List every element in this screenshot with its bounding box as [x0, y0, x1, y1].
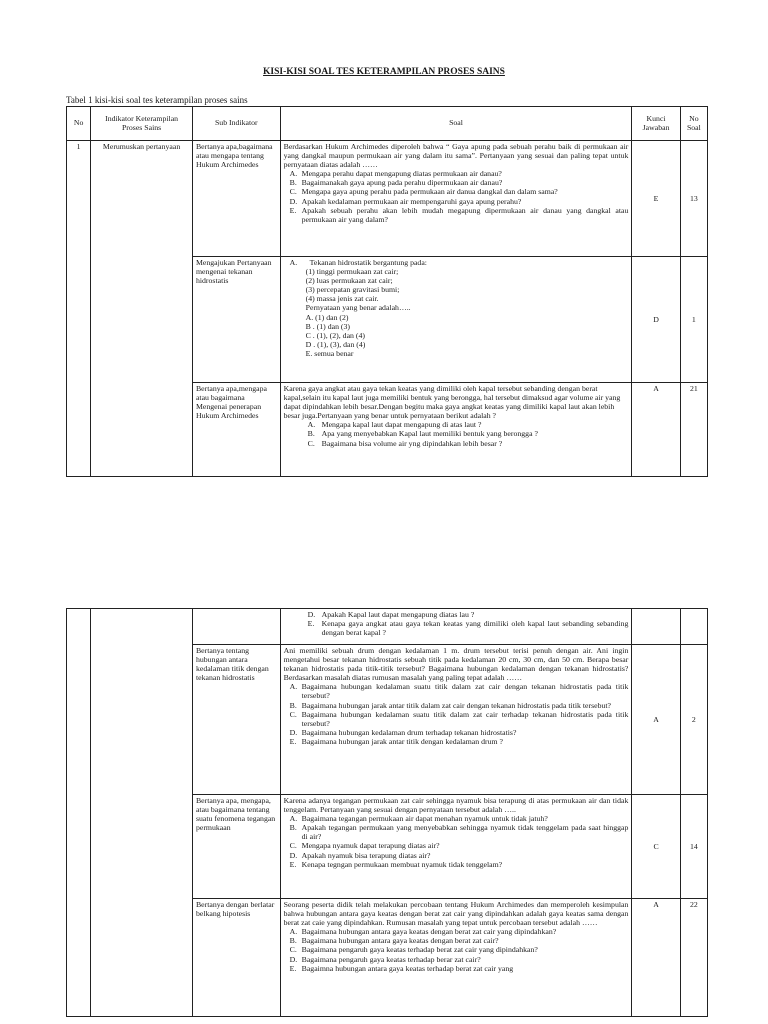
sub-indicator-cell: Bertanya apa,bagaimana atau mengapa tentang Hukum Archimedes [192, 141, 280, 257]
answer-option: E. semua benar [305, 348, 354, 358]
answer-option: A. Bagaimana hubungan kedalaman suatu titik dalam zat cair dengan tekanan hidrostatis pada titik tersebut? [289, 682, 629, 701]
answer-option: B. Bagaimanakah gaya apung pada perahu dipermukaan air danau? [289, 178, 503, 188]
question-cell [280, 795, 632, 899]
table-caption: Tabel 1 kisi-kisi soal tes keterampilan proses sains [66, 95, 248, 105]
answer-option: B. Apa yang menyebabkan Kapal laut memiliki bentuk yang berongga ? [307, 429, 538, 439]
question-number-cell: 21 [680, 383, 707, 477]
answer-key-cell-empty [632, 609, 680, 645]
answer-option: B. Bagaimana hubungan jarak antar titik dalam zat cair dengan tekanan hidrostatis pada titik tersebut? [289, 700, 612, 710]
question-ask: Pernyataan yang benar adalah….. [305, 303, 411, 313]
question-stem: Karena gaya angkat atau gaya tekan keatas yang dimiliki oleh kapal tersebut sebanding dengan berat kapal,selain itu kapal laut juga memiliki bentuk yang berongga, hal tersebut dimaksud agar volume air yang dapat dipindahkan lebih besar.Dengan begitu maka gaya angkat keatas yang dimiliki kapal laut akan lebih besar juga.Pertanyaan yang benar untuk pernyataan berikut adalah ? [283, 384, 621, 421]
answer-option: C. Bagaimana pengaruh gaya keatas terhadap berat zat cair yang dipindahkan? [289, 945, 538, 955]
answer-option: D. Apakah kedalaman permukaan air mempengaruhi gaya apung perahu? [289, 196, 522, 206]
answer-key-cell: A [632, 899, 680, 1017]
statement-item: (3) percepatan gravitasi bumi; [305, 285, 400, 295]
answer-options [284, 420, 629, 447]
answer-options [284, 927, 629, 972]
answer-options [284, 814, 629, 869]
question-cell [280, 609, 632, 645]
answer-option: D. Bagaimana pengaruh gaya keatas terhadap berar zat cair? [289, 954, 481, 964]
sub-indicator-cell-empty [192, 609, 280, 645]
answer-option: B. Bagaimana hubungan antara gaya keatas dengan berat zat cair? [289, 936, 499, 946]
answer-option: C . (1), (2), dan (4) [305, 330, 365, 340]
question-number-cell: 22 [680, 899, 707, 1017]
question-stem: Seorang peserta didik telah melakukan percobaan tentang Hukum Archimedes dan memperoleh kesimpulan bahwa hubungan antara gaya keatas dengan berat zat cair yang dipindahkan adalah gaya keatas sama dengan berat zat caie yang dipindahkan. Rumusan masalah yang tepat untuk percobaan tersebut adalah …… [283, 900, 629, 928]
sub-indicator-cell: Bertanya tentang hubungan antara kedalaman titik dengan tekanan hidrostatis [192, 645, 280, 795]
answer-option: D. Apakah nyamuk bisa terapung diatas air? [289, 850, 431, 860]
question-number-cell: 1 [680, 257, 707, 383]
answer-option: B. Apakah tegangan permukaan yang menyebabkan sehingga nyamuk tidak tenggelam pada saat hinggap di air? [289, 823, 629, 842]
kisi-kisi-table-page-1 [66, 106, 708, 477]
answer-option: A. Bagaimana tegangan permukaan air dapat menahan nyamuk untuk tidak jatuh? [289, 814, 548, 824]
question-number-cell: 13 [680, 141, 707, 257]
question-number-cell: 2 [680, 645, 707, 795]
question-number-cell-empty [680, 609, 707, 645]
answer-key-cell: C [632, 795, 680, 899]
header-no: No [67, 107, 91, 141]
answer-option: A. Bagaimana hubungan antara gaya keatas dengan berat zat cair yang dipindahkan? [289, 927, 557, 937]
answer-option: C. Bagaimana hubungan kedalaman suatu titik dalam zat cair terhadap tekanan hidrostatis pada titik tersebut? [289, 709, 629, 728]
question-cell [280, 899, 632, 1017]
question-stem-list [284, 258, 629, 267]
table-row [67, 141, 708, 257]
indicator-cell: Merumuskan pertanyaan [91, 141, 193, 477]
question-stem: Berdasarkan Hukum Archimedes diperoleh bahwa “ Gaya apung pada sebuah perahu baik di permukaan air yang dangkal maupun permukaan air yang dalam itu sama”. Pertanyaan yang sesuai dan paling tepat untuk pernyataan diatas adalah …… [283, 142, 629, 170]
answer-option: B . (1) dan (3) [305, 321, 351, 331]
answer-option: A. Mengapa perahu dapat mengapung diatas permukaan air danau? [289, 169, 502, 179]
question-cell [280, 645, 632, 795]
answer-option: E. Bagaimna hubungan antara gaya keatas terhadap berat zat cair yang [289, 963, 514, 973]
answer-option: D . (1), (3), dan (4) [305, 339, 366, 349]
answer-key-cell: A [632, 383, 680, 477]
answer-option: D. Apakah Kapal laut dapat mengapung diatas lau ? [307, 610, 475, 619]
question-cell [280, 141, 632, 257]
answer-options [284, 169, 629, 224]
answer-options [284, 682, 629, 746]
question-stem: A. Tekanan hidrostatik bergantung pada: [289, 258, 427, 267]
statement-item: (2) luas permukaan zat cair; [305, 276, 393, 286]
header-key: Kunci Jawaban [632, 107, 680, 141]
header-sub-indicator: Sub Indikator [192, 107, 280, 141]
row-number-empty [67, 609, 91, 1017]
answer-option: D. Bagaimana hubungan kedalaman drum terhadap tekanan hidrostatis? [289, 727, 517, 737]
statement-list [284, 267, 629, 358]
indicator-cell-empty [91, 609, 193, 1017]
answer-option: C. Mengapa gaya apung perahu pada permukaan air danua dangkal dan dalam sama? [289, 187, 558, 197]
answer-options [284, 610, 629, 637]
answer-option: E. Bagaimana hubungan jarak antar titik dengan kedalaman drum ? [289, 736, 503, 746]
question-number-cell: 14 [680, 795, 707, 899]
statement-item: (1) tinggi permukaan zat cair; [305, 267, 399, 277]
answer-option: E. Kenapa tegngan permukaan membuat nyamuk tidak tenggelam? [289, 859, 503, 869]
answer-option: A. (1) dan (2) [305, 312, 349, 322]
answer-option: E. Apakah sebuah perahu akan lebih mudah megapung dipermukaan air danau yang dangkal atau permukaan air yang dalam? [289, 205, 629, 224]
sub-indicator-cell: Bertanya dengan berlatar belkang hipotesis [192, 899, 280, 1017]
question-stem: Karena adanya tegangan permukaan zat cair sehingga nyamuk bisa terapung di atas permukaan air dan tidak tenggelam. Pertanyaan yang sesuai dengan pernyataan tersebut adalah ….. [283, 796, 629, 815]
answer-option: A. Mengapa kapal laut dapat mengapung di atas laut ? [307, 420, 482, 430]
sub-indicator-cell: Bertanya apa,mengapa atau bagaimana Mengenai penerapan Hukum Archimedes [192, 383, 280, 477]
sub-indicator-cell: Bertanya apa, mengapa, atau bagaimana tentang suatu fenomena tegangan permukaan [192, 795, 280, 899]
answer-option: C. Mengapa nyamuk dapat terapung diatas air? [289, 841, 440, 851]
sub-indicator-cell: Mengajukan Pertanyaan mengenai tekanan hidrostatis [192, 257, 280, 383]
question-cell [280, 383, 632, 477]
question-cell [280, 257, 632, 383]
document-title: KISI-KISI SOAL TES KETERAMPILAN PROSES SAINS [263, 67, 505, 77]
statement-item: (4) massa jenis zat cair. [305, 294, 379, 304]
table-row-continuation [67, 609, 708, 645]
answer-key-cell: E [632, 141, 680, 257]
kisi-kisi-table-page-2 [66, 608, 708, 1017]
header-indicator: Indikator Keterampilan Proses Sains [91, 107, 193, 141]
answer-key-cell: A [632, 645, 680, 795]
header-no-soal: No Soal [680, 107, 707, 141]
header-question: Soal [280, 107, 632, 141]
answer-option: E. Kenapa gaya angkat atau gaya tekan keatas yang dimiliki oleh kapal laut sebanding sebanding dengan berat kapal ? [307, 619, 629, 638]
table-header-row [67, 107, 708, 141]
row-number: 1 [67, 141, 91, 477]
question-stem: Ani memiliki sebuah drum dengan kedalaman 1 m. drum tersebut terisi penuh dengan air. Ani ingin mengetahui besar tekanan hidrostatis sebuah titik pada kedalaman 20 cm, 30 cm, dan 50 cm. Berapa besar tekanan hidrostatis pada titik-titik tersebut? Bagaimana hubungan kedalaman dengan tekanan hidrostatis? Berdasarkan masalah diatas rumusan masalah yang paling tepat adalah …… [283, 646, 629, 683]
answer-key-cell: D [632, 257, 680, 383]
answer-option: C. Bagaimana bisa volume air yng dipindahkan lebih besar ? [307, 438, 503, 448]
